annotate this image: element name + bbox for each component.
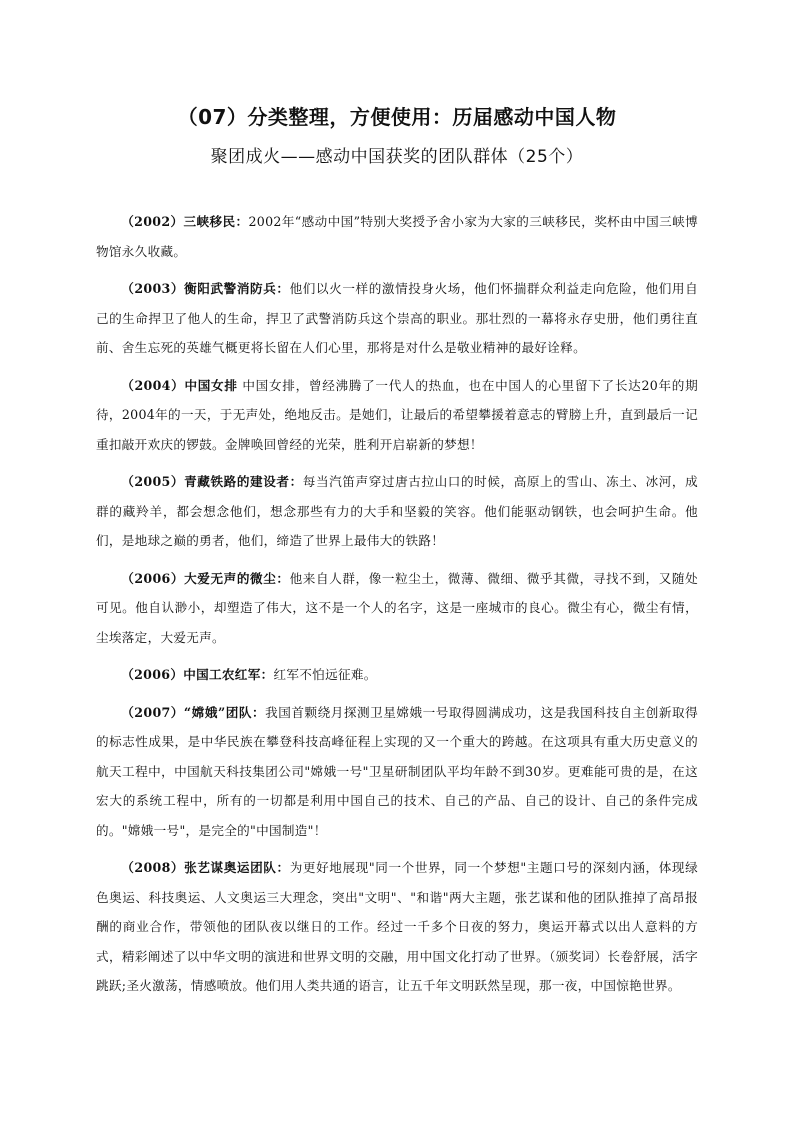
entry-text: 我国首颗绕月探测卫星嫦娥一号取得圆满成功，这是我国科技自主创新取得的标志性成果，是中华民族在攀登科技高峰征程上实现的又一个重大的跨越。在这项具有重大历史意义的航天工程中，中国航天科技集团公司"嫦娥一号"卫星研制团队平均年龄不到30岁。更难能可贵的是，在这宏大的系统工程中，所有的一切都是利用中国自己的技术、自己的产品、自己的设计、自己的条件完成的。"嫦娥一号"，是完全的"中国制造"！	[96, 704, 698, 838]
entry-text: 他来自人群，像一粒尘土，微薄、微细、微乎其微，寻找不到，又随处可见。他自认渺小，却塑造了伟大，这不是一个人的名字，这是一座城市的良心。微尘有心，微尘有情，尘埃落定，大爱无声。	[96, 570, 699, 645]
entry-2006-weichen	[96, 564, 698, 653]
entry-year: （2004）	[121, 377, 185, 393]
entry-text: 为更好地展现"同一个世界，同一个梦想"主题口号的深刻内涵，体现绿色奥运、科技奥运、人文奥运三大理念，突出"文明"、"和谐"两大主题，张艺谋和他的团队推掉了高昂报酬的商业合作，带领他的团队夜以继日的工作。经过一千多个日夜的努力，奥运开幕式以出人意料的方式，精彩阐述了以中华文明的演进和世界文明的交融，用中国文化打动了世界。（颁奖词）长卷舒展，活字跳跃;圣火激荡，情感喷放。他们用人类共通的语言，让五千年文明跃然呈现，那一夜，中国惊艳世界。	[96, 860, 699, 993]
entry-year: （2008）	[121, 860, 185, 875]
entry-name: 中国女排	[184, 377, 238, 393]
entry-name: 青藏铁路的建设者：	[184, 474, 303, 489]
entry-name: 衡阳武警消防兵：	[184, 281, 290, 296]
entry-text: 他们以火一样的激情投身火场，他们怀揣群众利益走向危险，他们用自己的生命捍卫了他人的生命，捍卫了武警消防兵这个崇高的职业。那壮烈的一幕将永存史册，他们勇往直前、舍生忘死的英雄气概更将长留在人们心里，那将是对什么是敬业精神的最好诠释。	[96, 281, 699, 355]
entry-name: “嫦娥”团队：	[183, 704, 266, 720]
entry-2008-aoyun	[96, 853, 698, 1001]
entry-name: 中国工农红军：	[183, 667, 274, 682]
entry-year: （2006）	[121, 570, 185, 586]
entry-year: （2003）	[121, 281, 185, 296]
entry-2006-hongjun	[96, 660, 698, 690]
entry-text: 2002年“感动中国”特别大奖授予舍小家为大家的三峡移民，奖杯由中国三峡博物馆永久收藏。	[96, 214, 699, 259]
document-subtitle: 聚团成火——感动中国获奖的团队群体（25个）	[210, 147, 584, 167]
entry-2004-nvpai	[96, 371, 698, 460]
entry-2005-qingzang	[96, 467, 698, 556]
entry-2003-hengyang	[96, 274, 698, 363]
entry-list	[96, 207, 698, 1001]
entry-year: （2006）	[121, 667, 184, 682]
entry-name: 张艺谋奥运团队：	[184, 860, 290, 875]
document-title: （07）分类整理，方便使用：历届感动中国人物	[177, 105, 617, 129]
entry-year: （2007）	[121, 704, 184, 720]
entry-2007-change	[96, 698, 698, 846]
entry-text: 每当汽笛声穿过唐古拉山口的时候，高原上的雪山、冻土、冰河，成群的藏羚羊，都会想念他们，想念那些有力的大手和坚毅的笑容。他们能驱动钢铁，也会呵护生命。他们，是地球之巅的勇者，他们，缔造了世界上最伟大的铁路！	[96, 474, 699, 548]
entry-2002-sanxia	[96, 207, 698, 266]
entry-year: （2005）	[121, 474, 185, 489]
entry-name: 大爱无声的微尘：	[184, 570, 290, 586]
entry-text: 红军不怕远征难。	[273, 667, 377, 682]
entry-text: 中国女排，曾经沸腾了一代人的热血，也在中国人的心里留下了长达20年的期待，2004年的一天，于无声处，绝地反击。是她们，让最后的希望攀援着意志的臂膀上升，直到最后一记重扣敲开欢庆的锣鼓。金牌唤回曾经的光荣，胜利开启崭新的梦想！	[96, 377, 698, 452]
entry-name: 三峡移民：	[183, 214, 249, 229]
entry-year: （2002）	[121, 214, 184, 229]
